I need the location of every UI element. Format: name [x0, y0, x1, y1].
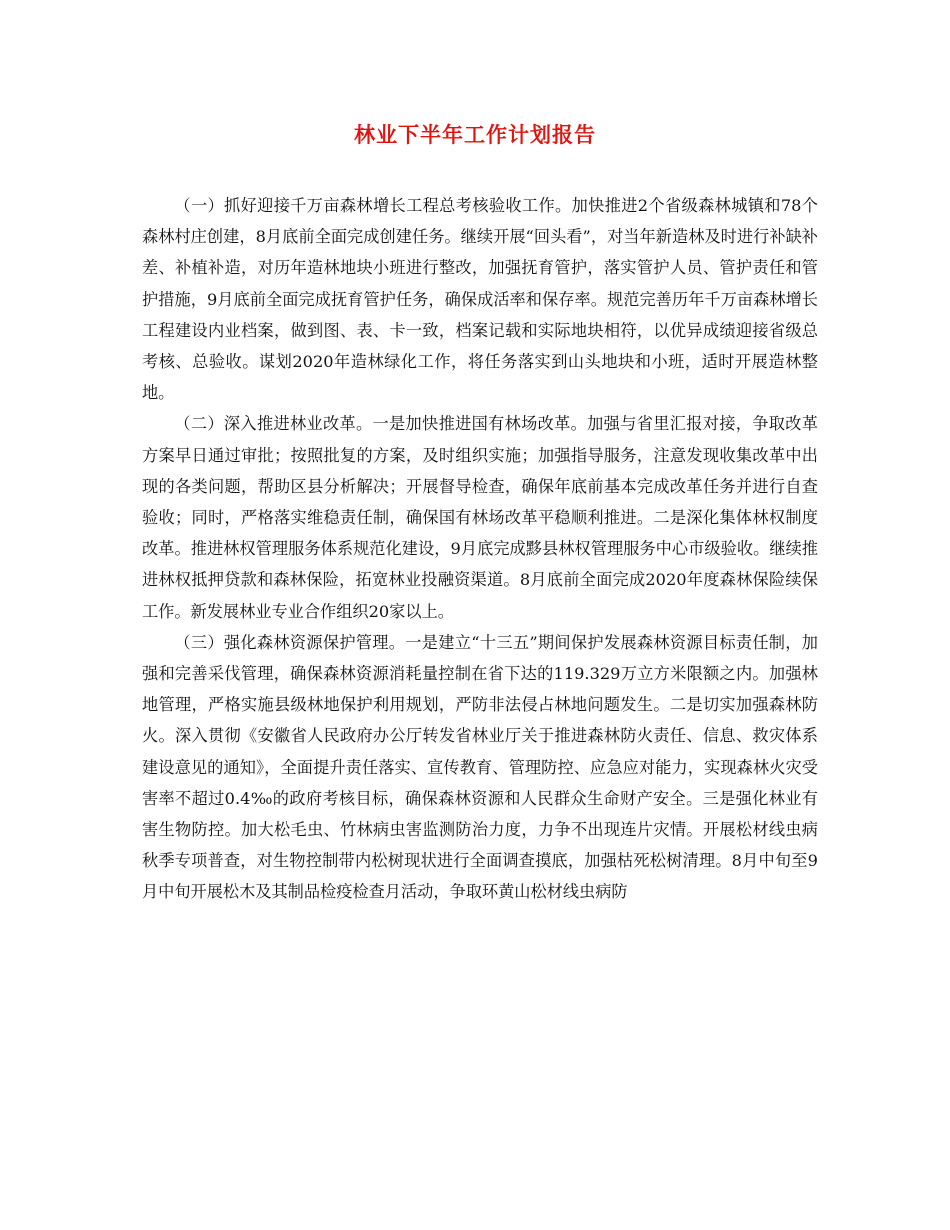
paragraph-afforestation-acceptance: （一）抓好迎接千万亩森林增长工程总考核验收工作。加快推进2个省级森林城镇和78个森林村庄创建，8月底前全面完成创建任务。继续开展“回头看”，对当年新造林及时进行补缺补差、补植补造，对历年造林地块小班进行整改，加强抚育管护，落实管护人员、管护责任和管护措施，9月底前全面完成抚育管护任务，确保成活率和保存率。规范完善历年千万亩森林增长工程建设内业档案，做到图、表、卡一致，档案记载和实际地块相符，以优异成绩迎接省级总考核、总验收。谋划2020年造林绿化工作，将任务落实到山头地块和小班，适时开展造林整地。 — [142, 196, 818, 403]
document-title: 林业下半年工作计划报告 — [354, 122, 596, 147]
paragraph-forest-resource-protection: （三）强化森林资源保护管理。一是建立“十三五”期间保护发展森林资源目标责任制，加强和完善采伐管理，确保森林资源消耗量控制在省下达的119.329万立方米限额之内。加强林地管理，严格实施县级林地保护利用规划，严防非法侵占林地问题发生。二是切实加强森林防火。深入贯彻《安徽省人民政府办公厅转发省林业厅关于推进森林防火责任、信息、救灾体系建设意见的通知》，全面提升责任落实、宣传教育、管理防控、应急应对能力，实现森林火灾受害率不超过0.4‰的政府考核目标，确保森林资源和人民群众生命财产安全。三是强化林业有害生物防控。加大松毛虫、竹林病虫害监测防治力度，力争不出现连片灾情。开展松材线虫病秋季专项普查，对生物控制带内松树现状进行全面调查摸底，加强枯死松树清理。8月中旬至9月中旬开展松木及其制品检疫检查月活动，争取环黄山松材线虫病防 — [142, 632, 818, 902]
paragraph-forestry-reform: （二）深入推进林业改革。一是加快推进国有林场改革。加强与省里汇报对接，争取改革方案早日通过审批；按照批复的方案，及时组织实施；加强指导服务，注意发现收集改革中出现的各类问题，帮助区县分析解决；开展督导检查，确保年底前基本完成改革任务并进行自查验收；同时，严格落实维稳责任制，确保国有林场改革平稳顺利推进。二是深化集体林权制度改革。推进林权管理服务体系规范化建设，9月底完成黟县林权管理服务中心市级验收。继续推进林权抵押贷款和森林保险，拓宽林业投融资渠道。8月底前全面完成2020年度森林保险续保工作。新发展林业专业合作组织20家以上。 — [142, 414, 818, 621]
document-body — [142, 190, 818, 908]
